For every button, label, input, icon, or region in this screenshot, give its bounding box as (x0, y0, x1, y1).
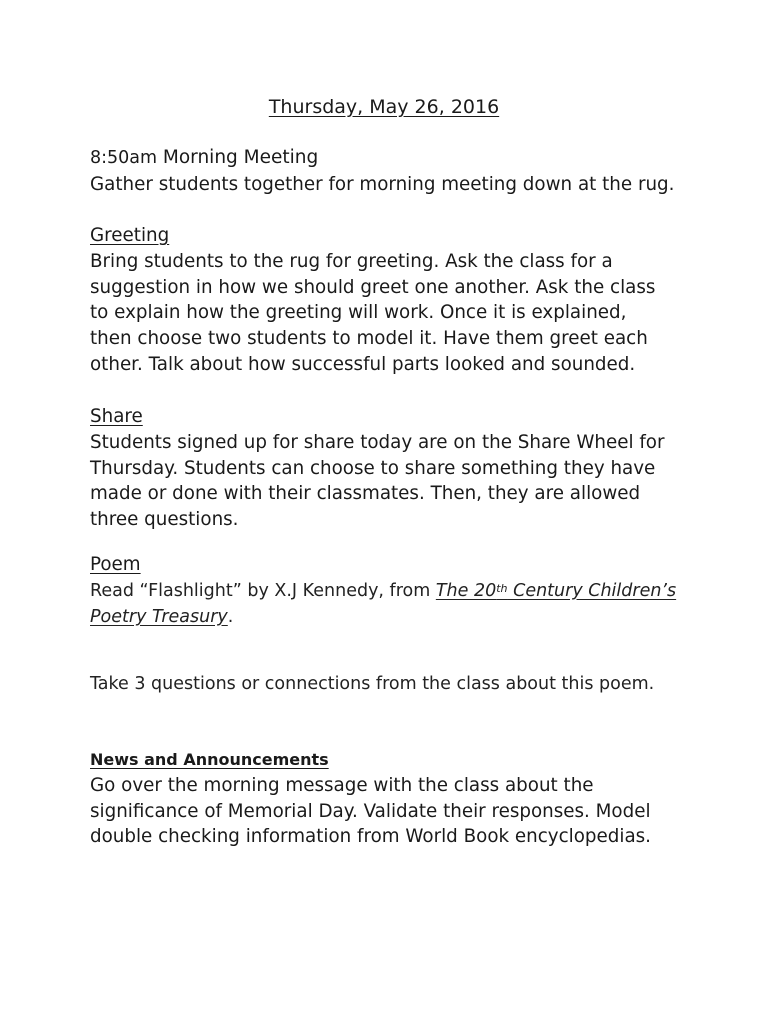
meeting-time: 8:50am (90, 148, 158, 168)
share-heading: Share (90, 406, 143, 427)
news-heading: News and Announcements (90, 750, 329, 769)
poem-read-text: Read “Flashlight” by X.J Kennedy, from (90, 580, 436, 601)
greeting-line: then choose two students to model it. Have them greet each (90, 328, 648, 350)
book-title-end: . (227, 606, 234, 627)
book-title (436, 581, 676, 601)
greeting-line: suggestion in how we should greet one another. Ask the class (90, 276, 656, 298)
share-section (90, 404, 690, 533)
share-line: Thursday. Students can choose to share something they have (90, 457, 656, 479)
share-line: made or done with their classmates. Then, they are allowed (90, 483, 641, 505)
poem-reading-line (90, 578, 690, 604)
morning-meeting-heading: Morning Meeting (162, 147, 319, 168)
news-section (90, 747, 690, 850)
share-line: three questions. (90, 509, 239, 531)
morning-meeting-section (90, 145, 690, 198)
news-line: double checking information from World Book encyclopedias. (90, 826, 651, 848)
poem-heading: Poem (90, 554, 141, 575)
news-line: Go over the morning message with the class about the (90, 774, 594, 796)
book-title-superscript: th (496, 581, 508, 595)
document-date-title: Thursday, May 26, 2016 (268, 96, 500, 118)
greeting-section (90, 223, 690, 378)
book-title-line2: Poetry Treasury (90, 606, 228, 627)
book-title-part1: The 20 (435, 580, 497, 601)
greeting-line: other. Talk about how successful parts looked and sounded. (90, 353, 636, 375)
book-title-part2: Century Children’s (507, 580, 677, 601)
greeting-line: Bring students to the rug for greeting. Ask the class for a (90, 250, 613, 272)
poem-section (90, 552, 690, 630)
share-line: Students signed up for share today are on the Share Wheel for (90, 431, 665, 453)
poem-questions: Take 3 questions or connections from the class about this poem. (90, 674, 655, 694)
greeting-heading: Greeting (90, 225, 170, 246)
poem-book-line2 (90, 604, 690, 630)
morning-meeting-text: Gather students together for morning meeting down at the rug. (90, 173, 675, 195)
greeting-line: to explain how the greeting will work. Once it is explained, (90, 302, 627, 324)
news-line: significance of Memorial Day. Validate their responses. Model (90, 800, 651, 822)
